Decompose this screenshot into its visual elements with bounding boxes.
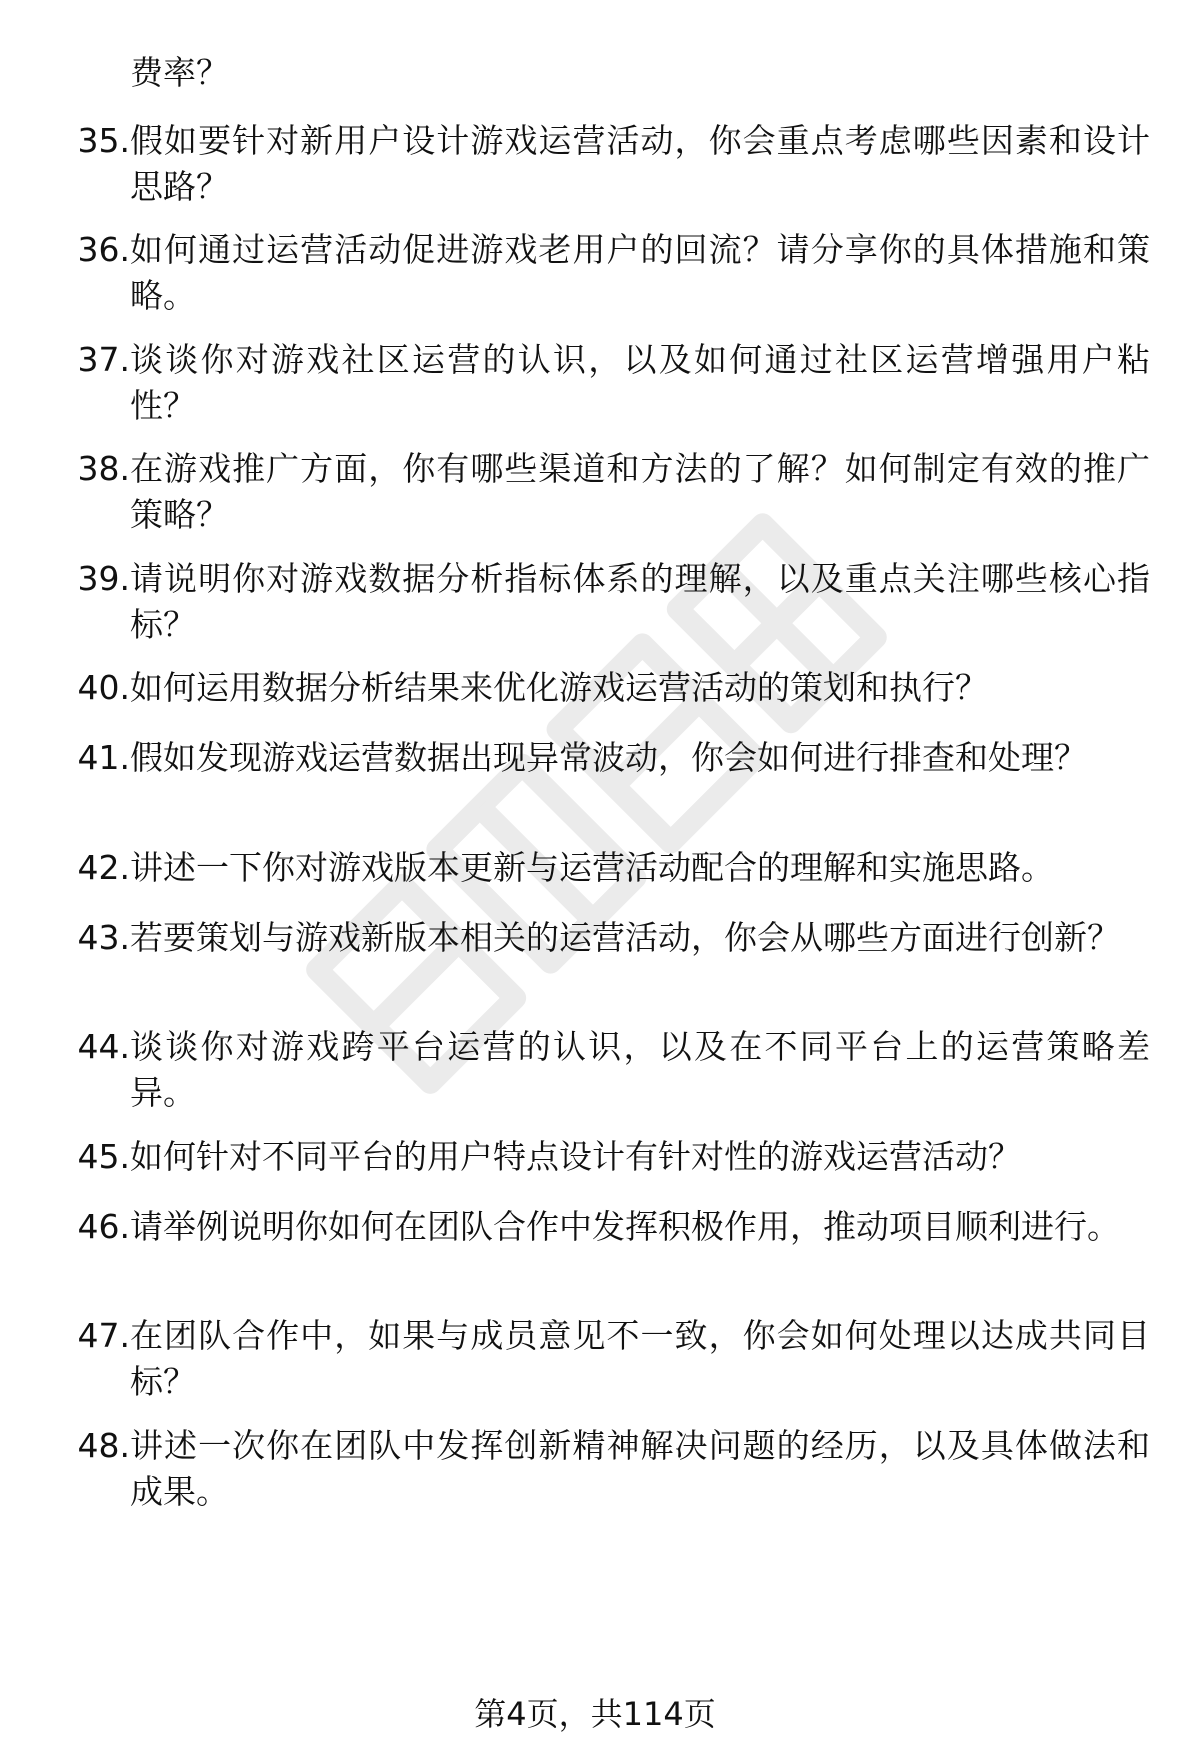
- question-item: [60, 337, 1160, 429]
- question-number: 40.: [77, 668, 130, 707]
- question-number: 37.: [77, 340, 130, 379]
- question-text: 讲述一下你对游戏版本更新与运营活动配合的理解和实施思路。: [130, 848, 1054, 887]
- question-text: 请举例说明你如何在团队合作中发挥积极作用，推动项目顺利进行。: [130, 1207, 1120, 1246]
- question-number: 35.: [77, 121, 130, 160]
- question-text: 如何通过运营活动促进游戏老用户的回流？请分享你的具体措施和策略。: [130, 230, 1150, 315]
- question-number: 39.: [77, 559, 130, 598]
- question-number: 47.: [77, 1316, 130, 1355]
- question-number: 43.: [77, 918, 130, 957]
- question-item: [60, 915, 1160, 961]
- question-item: [60, 1134, 1160, 1180]
- question-item: [60, 1204, 1160, 1250]
- question-number: 44.: [77, 1027, 130, 1066]
- question-item: [60, 556, 1160, 648]
- question-text: 假如发现游戏运营数据出现异常波动，你会如何进行排查和处理？: [130, 738, 1087, 777]
- question-text: 如何针对不同平台的用户特点设计有针对性的游戏运营活动？: [130, 1137, 1021, 1176]
- question-item: [60, 1024, 1160, 1116]
- question-item: [60, 845, 1160, 891]
- question-number: 42.: [77, 848, 130, 887]
- question-item: [60, 227, 1160, 319]
- page-footer: 第4页，共114页: [474, 1695, 716, 1733]
- question-item: [60, 118, 1160, 210]
- question-text: 谈谈你对游戏跨平台运营的认识，以及在不同平台上的运营策略差异。: [130, 1027, 1150, 1112]
- question-item: [60, 1423, 1160, 1515]
- question-number: 36.: [77, 230, 130, 269]
- question-text: 假如要针对新用户设计游戏运营活动，你会重点考虑哪些因素和设计思路？: [130, 121, 1150, 206]
- question-number: 46.: [77, 1207, 130, 1246]
- question-text: 如何运用数据分析结果来优化游戏运营活动的策划和执行？: [130, 668, 988, 707]
- question-item: [60, 1313, 1160, 1405]
- question-text: 讲述一次你在团队中发挥创新精神解决问题的经历，以及具体做法和成果。: [130, 1426, 1150, 1511]
- question-item: [60, 446, 1160, 538]
- question-number: 38.: [77, 449, 130, 488]
- question-text: 在游戏推广方面，你有哪些渠道和方法的了解？如何制定有效的推广策略？: [130, 449, 1150, 534]
- continuation-text: 费率？: [130, 53, 229, 92]
- question-number: 48.: [77, 1426, 130, 1465]
- question-text: 谈谈你对游戏社区运营的认识，以及如何通过社区运营增强用户粘性？: [130, 340, 1150, 425]
- question-item: [60, 735, 1160, 781]
- question-number: 41.: [77, 738, 130, 777]
- question-text: 若要策划与游戏新版本相关的运营活动，你会从哪些方面进行创新？: [130, 918, 1120, 957]
- question-text: 请说明你对游戏数据分析指标体系的理解，以及重点关注哪些核心指标？: [130, 559, 1150, 644]
- question-item: [60, 665, 1160, 711]
- question-text: 在团队合作中，如果与成员意见不一致，你会如何处理以达成共同目标？: [130, 1316, 1150, 1401]
- question-number: 45.: [77, 1137, 130, 1176]
